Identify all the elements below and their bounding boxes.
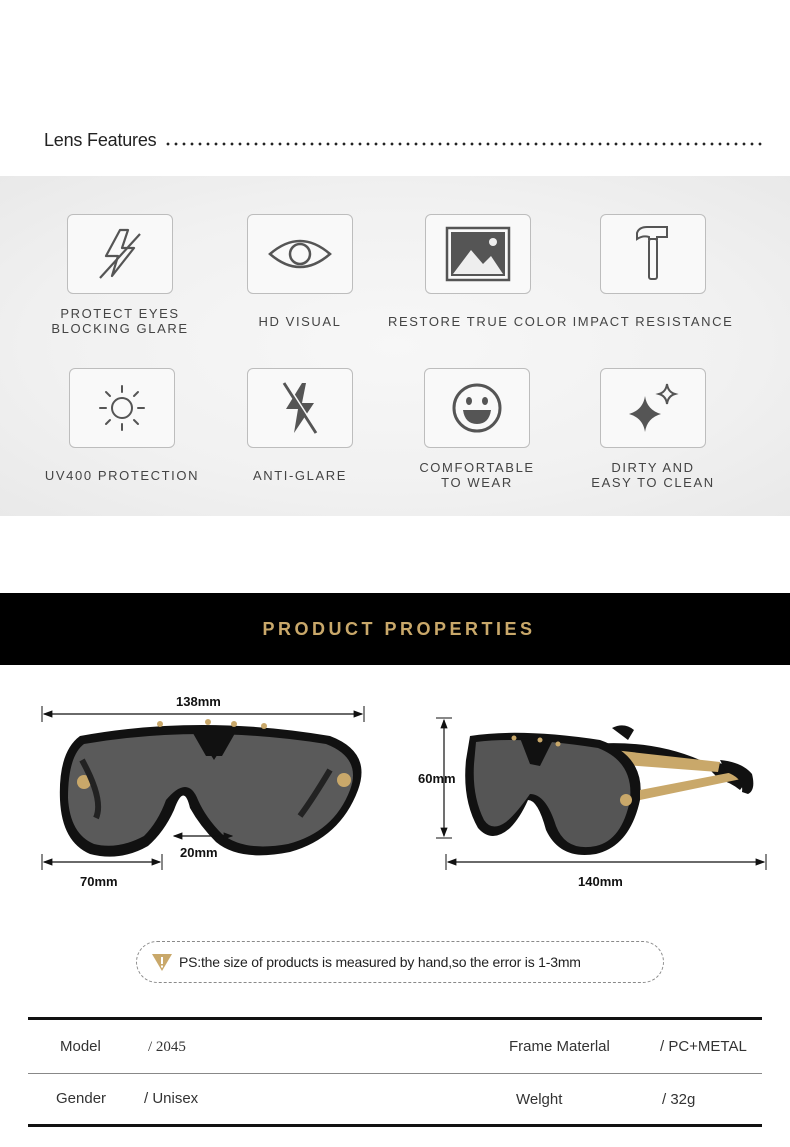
warning-icon — [151, 951, 173, 973]
gender-label: Gender — [56, 1090, 107, 1107]
feature-label-line1: DIRTY AND — [611, 460, 695, 475]
feature-label-line1: COMFORTABLE — [419, 460, 535, 475]
weight-value: / 32g — [662, 1091, 696, 1108]
gender-value: / Unisex — [144, 1090, 199, 1107]
model-label: Model — [60, 1038, 101, 1055]
feature-label-line2: BLOCKING GLARE — [51, 321, 189, 336]
model-value: / 2045 — [148, 1039, 186, 1055]
spec-top-rule — [28, 1017, 762, 1020]
feature-label-line1: IMPACT RESISTANCE — [572, 314, 734, 329]
lens-height-label: 60mm — [418, 771, 456, 786]
lens-width-label: 70mm — [80, 874, 118, 889]
feature-label-line1: HD VISUAL — [258, 314, 342, 329]
frame-material-label: Frame Materlal — [509, 1038, 610, 1055]
feature-label-line1: ANTI-GLARE — [252, 468, 347, 483]
frame-material-value: / PC+METAL — [660, 1038, 747, 1055]
lens-features-title: Lens Features — [44, 129, 157, 150]
measurement-note — [136, 941, 664, 983]
feature-label-line2: TO WEAR — [441, 475, 513, 490]
measurement-note-text: PS:the size of products is measured by hand,so the error is 1-3mm — [179, 954, 581, 970]
product-properties-title: PRODUCT PROPERTIES — [262, 618, 536, 639]
feature-label-line1: RESTORE TRUE COLOR — [388, 314, 569, 329]
feature-label-line1: PROTECT EYES — [60, 306, 180, 321]
side-view-glasses — [465, 725, 753, 855]
feature-label-line2: EASY TO CLEAN — [591, 475, 715, 490]
bridge-width-label: 20mm — [180, 845, 218, 860]
spec-bottom-rule — [28, 1124, 762, 1127]
temple-length-label: 140mm — [578, 874, 623, 889]
spec-middle-rule — [28, 1073, 762, 1074]
feature-label-line1: UV400 PROTECTION — [44, 468, 200, 483]
weight-label: Welght — [516, 1091, 563, 1108]
total-width-label: 138mm — [176, 694, 221, 709]
